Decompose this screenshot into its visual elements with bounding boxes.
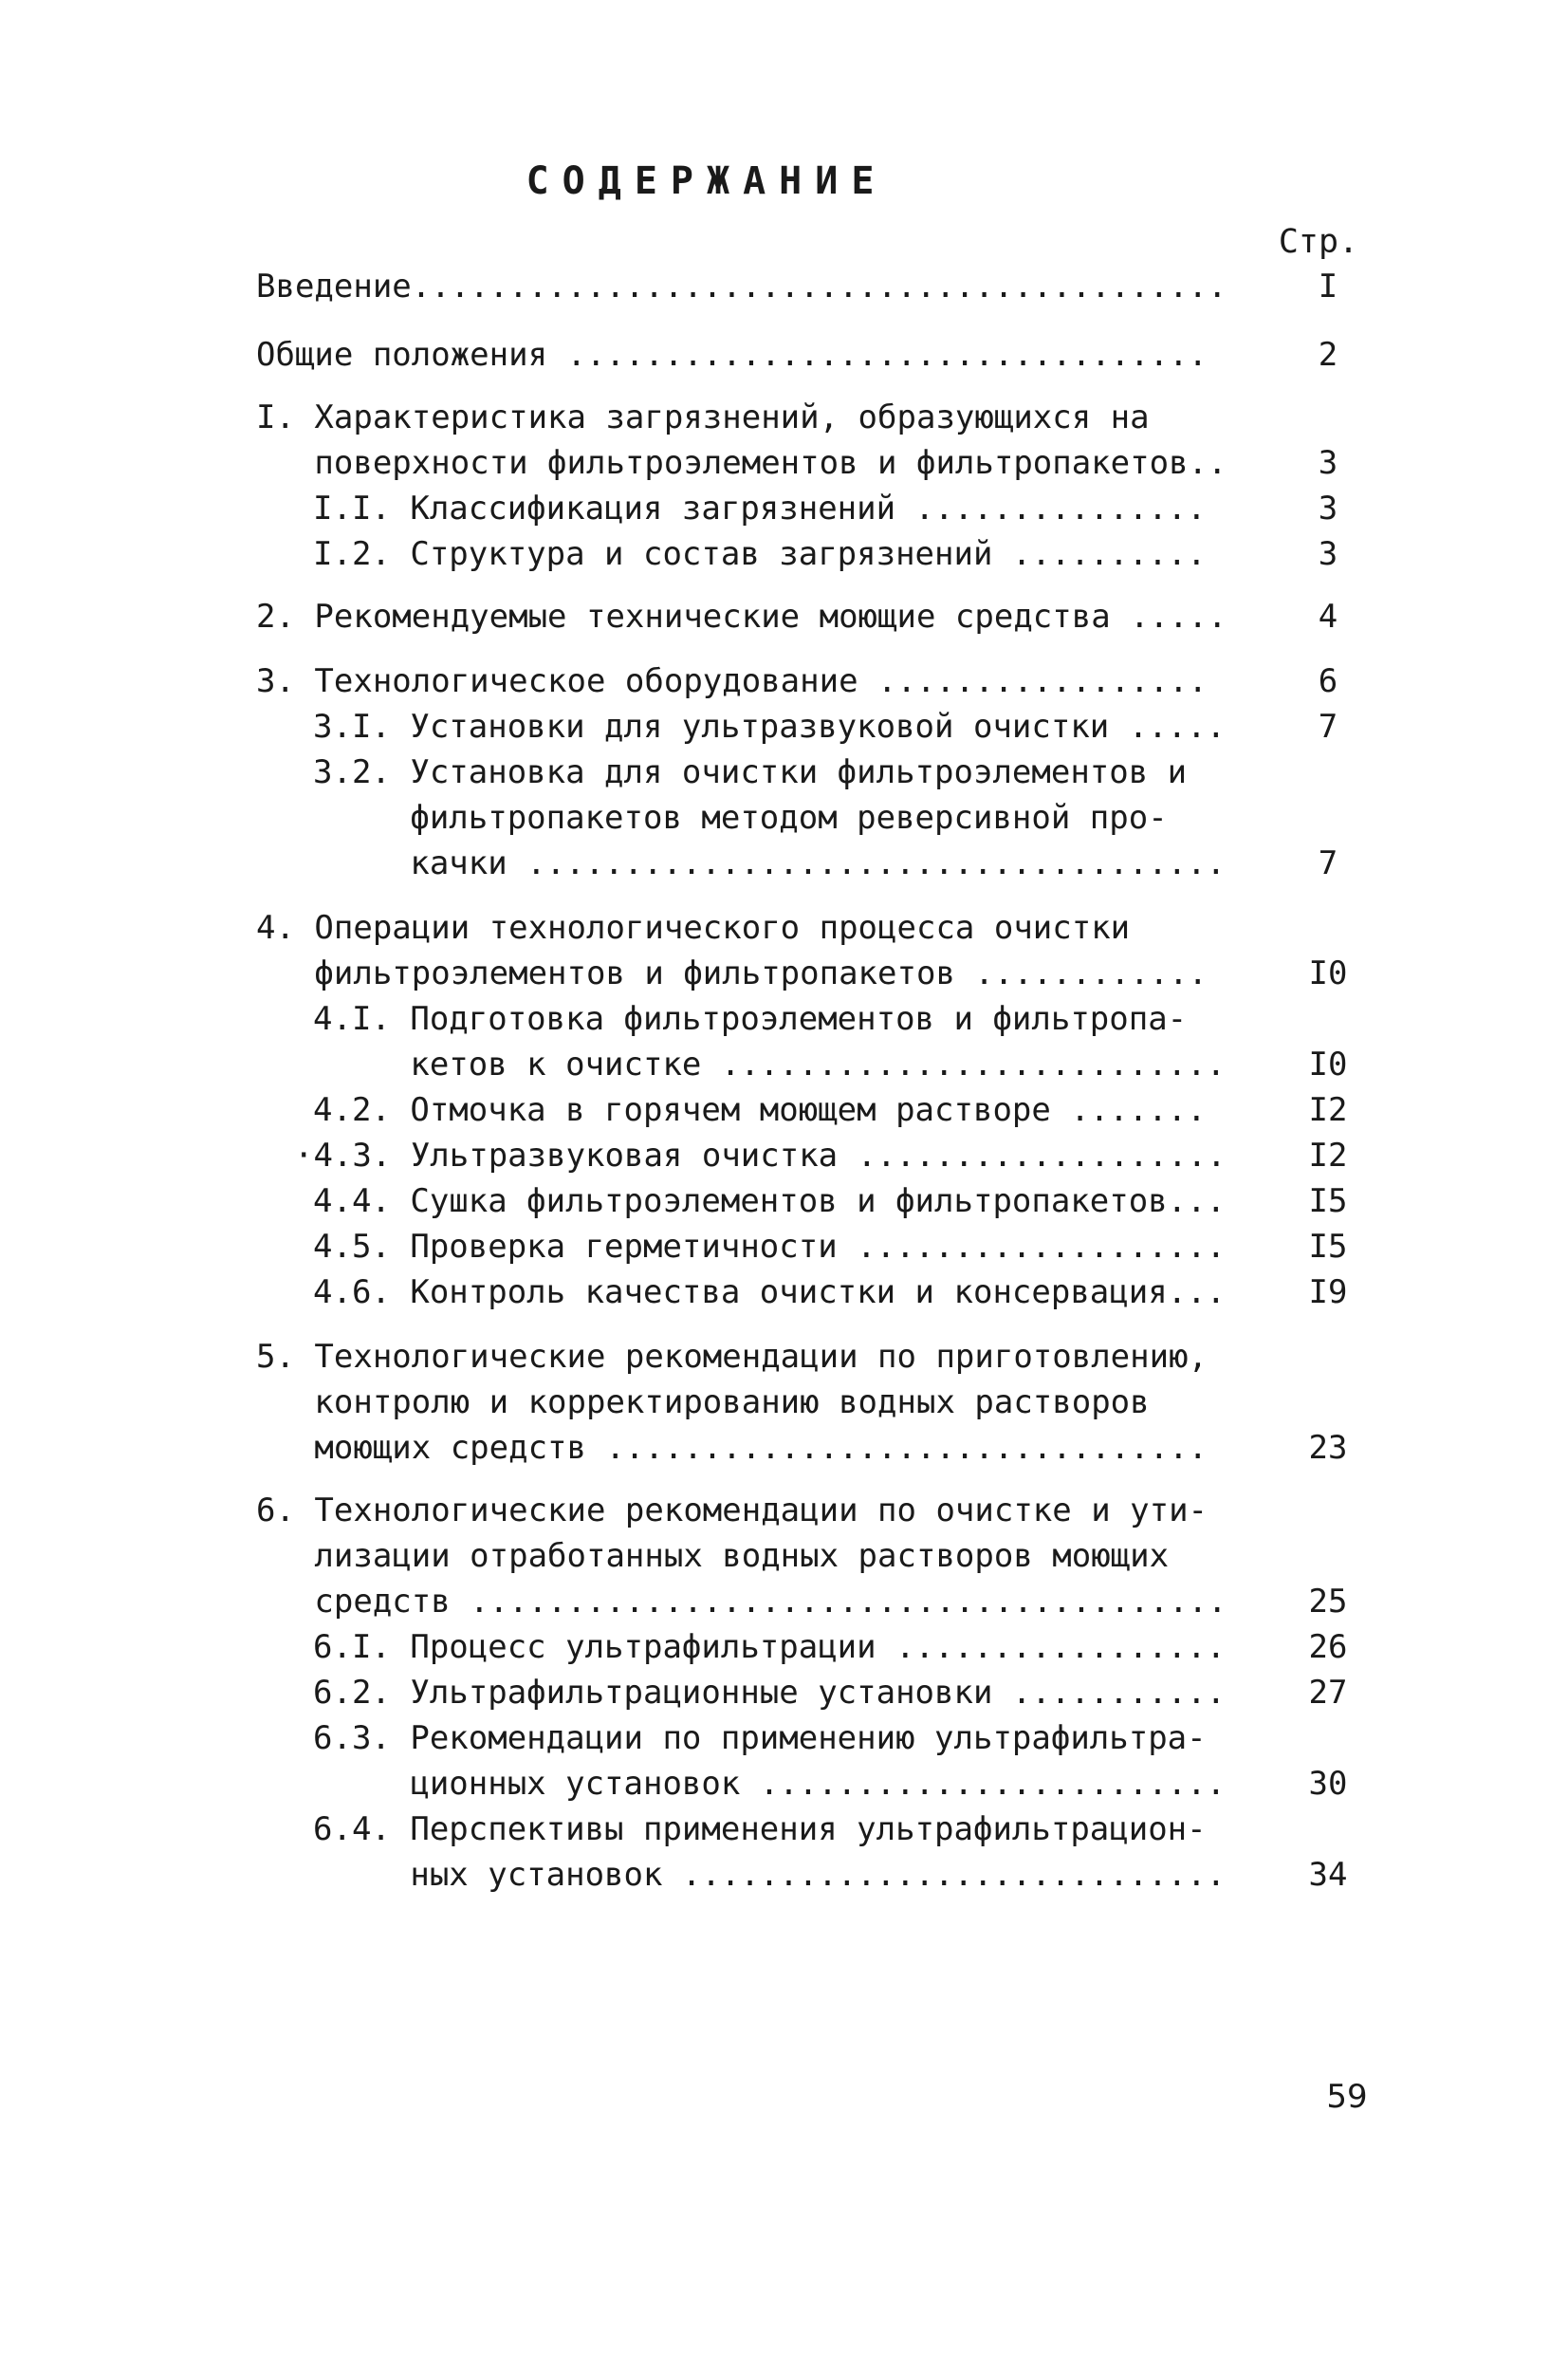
toc-entry-text: 4.I. Подготовка фильтроэлементов и фильтропа- xyxy=(313,1000,1188,1038)
toc-entry-page: 3 xyxy=(1318,444,1338,482)
toc-entry-text: поверхности фильтроэлементов и фильтропакетов.. xyxy=(256,444,1227,482)
page-number: 59 xyxy=(1326,2078,1368,2116)
toc-entry-text: I.I. Классификация загрязнений ............... xyxy=(313,490,1207,528)
toc-entry-page: 34 xyxy=(1308,1856,1348,1894)
toc-entry-text: кетов к очистке .......................... xyxy=(313,1046,1227,1084)
toc-entry-text: фильтропакетов методом реверсивной про- xyxy=(313,799,1168,837)
toc-entry-text: 6.4. Перспективы применения ультрафильтрацион- xyxy=(313,1810,1207,1848)
toc-entry-page: I5 xyxy=(1308,1182,1348,1220)
toc-entry-page: 26 xyxy=(1308,1628,1348,1666)
toc-entry-text: качки .................................... xyxy=(313,844,1227,882)
toc-entry-text: лизации отработанных водных растворов моющих xyxy=(256,1537,1170,1575)
toc-entry-text: 6. Технологические рекомендации по очистке и ути- xyxy=(256,1491,1208,1529)
toc-entry-text: ных установок ............................ xyxy=(313,1856,1227,1894)
toc-entry-text: 2. Рекомендуемые технические моющие средства ..... xyxy=(256,598,1227,636)
toc-entry-page: I0 xyxy=(1308,1046,1348,1084)
toc-entry-page: 4 xyxy=(1318,598,1338,636)
toc-entry-text: 4.5. Проверка герметичности ................... xyxy=(313,1228,1227,1266)
toc-entry-page: I xyxy=(1318,268,1338,306)
page-column-label: Стр. xyxy=(1278,223,1359,261)
toc-entry-text: 3.I. Установки для ультразвуковой очистки ..... xyxy=(313,708,1227,746)
toc-entry-page: I2 xyxy=(1308,1091,1348,1129)
toc-entry-page: 7 xyxy=(1318,708,1338,746)
toc-entry-text: I.2. Структура и состав загрязнений .......... xyxy=(313,535,1207,573)
toc-entry-text: средств ....................................... xyxy=(256,1583,1227,1621)
toc-entry-page: 6 xyxy=(1318,662,1338,700)
toc-entry-text: 4.6. Контроль качества очистки и консервация... xyxy=(313,1273,1227,1311)
toc-entry-text: 6.I. Процесс ультрафильтрации ................. xyxy=(313,1628,1227,1666)
toc-entry-text: 4.4. Сушка фильтроэлементов и фильтропакетов... xyxy=(313,1182,1227,1220)
toc-entry-text: моющих средств ............................... xyxy=(256,1429,1208,1467)
toc-title: СОДЕРЖАНИЕ xyxy=(526,159,888,203)
toc-entry-text: I. Характеристика загрязнений, образующихся на xyxy=(256,398,1150,436)
toc-entry-text: 4. Операции технологического процесса очистки xyxy=(256,909,1131,947)
toc-entry-text: 4.2. Отмочка в горячем моющем растворе ....... xyxy=(313,1091,1207,1129)
toc-entry-text: 6.2. Ультрафильтрационные установки ........... xyxy=(313,1674,1227,1712)
toc-entry-page: I0 xyxy=(1308,954,1348,992)
toc-entry-page: 27 xyxy=(1308,1674,1348,1712)
toc-entry-page: 3 xyxy=(1318,535,1338,573)
toc-entry-page: I2 xyxy=(1308,1137,1348,1175)
toc-entry-text: 5. Технологические рекомендации по приготовлению, xyxy=(256,1338,1208,1376)
toc-entry-page: 7 xyxy=(1318,844,1338,882)
toc-entry-text: Общие положения ................................. xyxy=(256,336,1208,374)
toc-entry-text: 6.3. Рекомендации по применению ультрафильтра- xyxy=(313,1719,1207,1757)
toc-entry-page: 25 xyxy=(1308,1583,1348,1621)
toc-entry-text: фильтроэлементов и фильтропакетов ............ xyxy=(256,954,1208,992)
toc-entry-text: 3.2. Установка для очистки фильтроэлементов и xyxy=(313,753,1188,791)
toc-entry-page: I5 xyxy=(1308,1228,1348,1266)
toc-entry-text: ционных установок ........................ xyxy=(313,1765,1227,1803)
toc-entry-text: Введение.......................................... xyxy=(256,268,1227,306)
toc-entry-text: ·4.3. Ультразвуковая очистка ................... xyxy=(294,1137,1227,1175)
toc-entry-page: 2 xyxy=(1318,336,1338,374)
toc-entry-page: 30 xyxy=(1308,1765,1348,1803)
toc-entry-text: контролю и корректированию водных растворов xyxy=(256,1383,1150,1421)
toc-entry-page: I9 xyxy=(1308,1273,1348,1311)
toc-entry-page: 23 xyxy=(1308,1429,1348,1467)
toc-entry-text: 3. Технологическое оборудование ................. xyxy=(256,662,1208,700)
toc-entry-page: 3 xyxy=(1318,490,1338,528)
